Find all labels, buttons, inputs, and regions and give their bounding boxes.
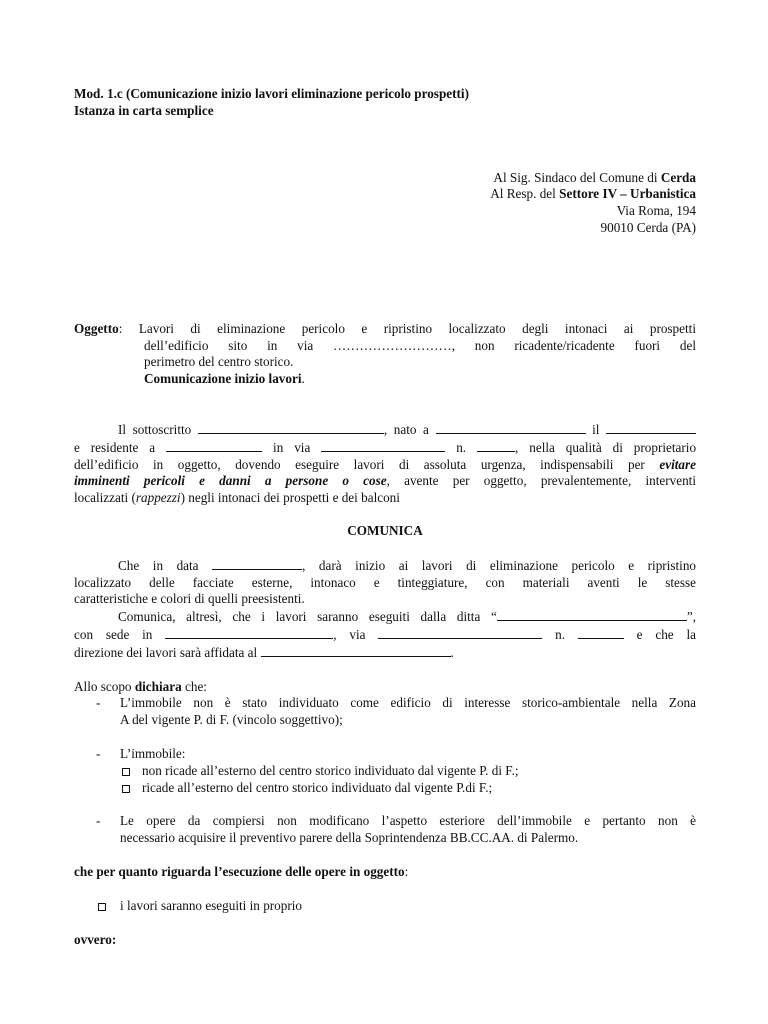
company-street-field[interactable] [378, 626, 542, 639]
comunica-paragraph [74, 557, 696, 662]
intro-line-3: dell’edificio in oggetto, dovendo eseguire lavori di assoluta urgenza, indispensabili per evitare [74, 456, 697, 472]
intro-paragraph [74, 421, 696, 507]
dash-bullet: - [96, 745, 101, 761]
recipient-city: 90010 Cerda (PA) [600, 219, 696, 235]
intro-line-1: Il sottoscritto , nato a il [74, 421, 696, 439]
comunica-line-6: direzione dei lavori sarà affidata al . [74, 644, 454, 660]
recipient-settore: Al Resp. del Settore IV – Urbanistica [490, 186, 696, 202]
istanza-label: Istanza in carta semplice [74, 102, 214, 118]
checkbox-icon[interactable] [122, 785, 130, 793]
start-date-field[interactable] [212, 557, 302, 570]
comunica-line-1: Che in data , darà inizio ai lavori di eliminazione pericolo e ripristino [118, 557, 697, 573]
comunica-line-4: Comunica, altresì, che i lavori saranno eseguiti dalla ditta “ ”, [118, 609, 696, 625]
dash-bullet: - [96, 813, 101, 829]
dichiara-item-3: - Le opere da compiersi non modificano l’aspetto esteriore dell’immobile e pertanto non è necessario acquisire il preventivo parere della Soprintendenza BB.CC.AA. di Palermo. [96, 813, 696, 846]
oggetto-line-1: Oggetto: Lavori di eliminazione pericolo e ripristino localizzato degli intonaci ai prospetti [74, 320, 696, 336]
dichiara-block [74, 679, 696, 847]
birthdate-field[interactable] [606, 421, 696, 434]
recipient-block [74, 170, 696, 237]
residence-street-field[interactable] [321, 439, 445, 452]
oggetto-line-3: perimetro del centro storico. [144, 354, 294, 370]
dichiara-item-1: - L’immobile non è stato individuato come edificio di interesse storico-ambientale nella Zona A del vigente P. di F. (vincolo soggettivo); [96, 695, 696, 728]
option-ricade[interactable]: ricade all’esterno del centro storico individuato dal vigente P.di F.; [74, 780, 696, 797]
dichiara-item-2: - L’immobile: [96, 745, 186, 761]
checkbox-icon[interactable] [122, 768, 130, 776]
intro-line-2: e residente a in via n. , nella qualità di proprietario [74, 439, 697, 455]
intro-line-4: imminenti pericoli e danni a persone o cose, avente per oggetto, prevalentemente, interventi [74, 473, 696, 489]
option-non-ricade[interactable]: non ricade all’esterno del centro storico individuato dal vigente P. di F.; [74, 763, 696, 780]
residence-number-field[interactable] [477, 439, 515, 452]
comunica-line-3: caratteristiche e colori di quelli preesistenti. [74, 591, 305, 607]
director-field[interactable] [261, 644, 451, 657]
recipient-sindaco: Al Sig. Sindaco del Comune di Cerda [493, 169, 696, 185]
oggetto-subtitle: Comunicazione inizio lavori. [144, 371, 305, 387]
checkbox-icon[interactable] [98, 903, 106, 911]
mod-title: Mod. 1.c (Comunicazione inizio lavori eliminazione pericolo prospetti) [74, 86, 469, 101]
comunica-line-5: con sede in , via n. e che la [74, 626, 696, 642]
ovvero-label: ovvero: [74, 931, 117, 947]
company-number-field[interactable] [578, 626, 624, 639]
oggetto-line-2: dell’edificio sito in via ………………………, non ricadente/ricadente fuori del [144, 337, 696, 353]
comunica-heading: COMUNICA [347, 522, 423, 538]
esecuzione-heading: che per quanto riguarda l’esecuzione delle opere in oggetto: [74, 863, 409, 879]
residence-city-field[interactable] [166, 439, 262, 452]
dash-bullet: - [96, 695, 101, 711]
document-page [74, 86, 696, 948]
intro-line-5: localizzati (rappezzi) negli intonaci dei prospetti e dei balconi [74, 490, 400, 506]
company-field[interactable] [497, 608, 687, 621]
company-city-field[interactable] [165, 626, 333, 639]
birthplace-field[interactable] [436, 421, 586, 434]
recipient-address: Via Roma, 194 [616, 203, 696, 219]
dichiara-lead: Allo scopo dichiara che: [74, 678, 207, 694]
name-field[interactable] [198, 421, 384, 434]
comunica-line-2: localizzato delle facciate esterne, intonaco e tinteggiature, con materiali aventi le stesse [74, 574, 696, 590]
oggetto-block [74, 321, 696, 388]
option-in-proprio[interactable]: i lavori saranno eseguiti in proprio [74, 898, 696, 915]
